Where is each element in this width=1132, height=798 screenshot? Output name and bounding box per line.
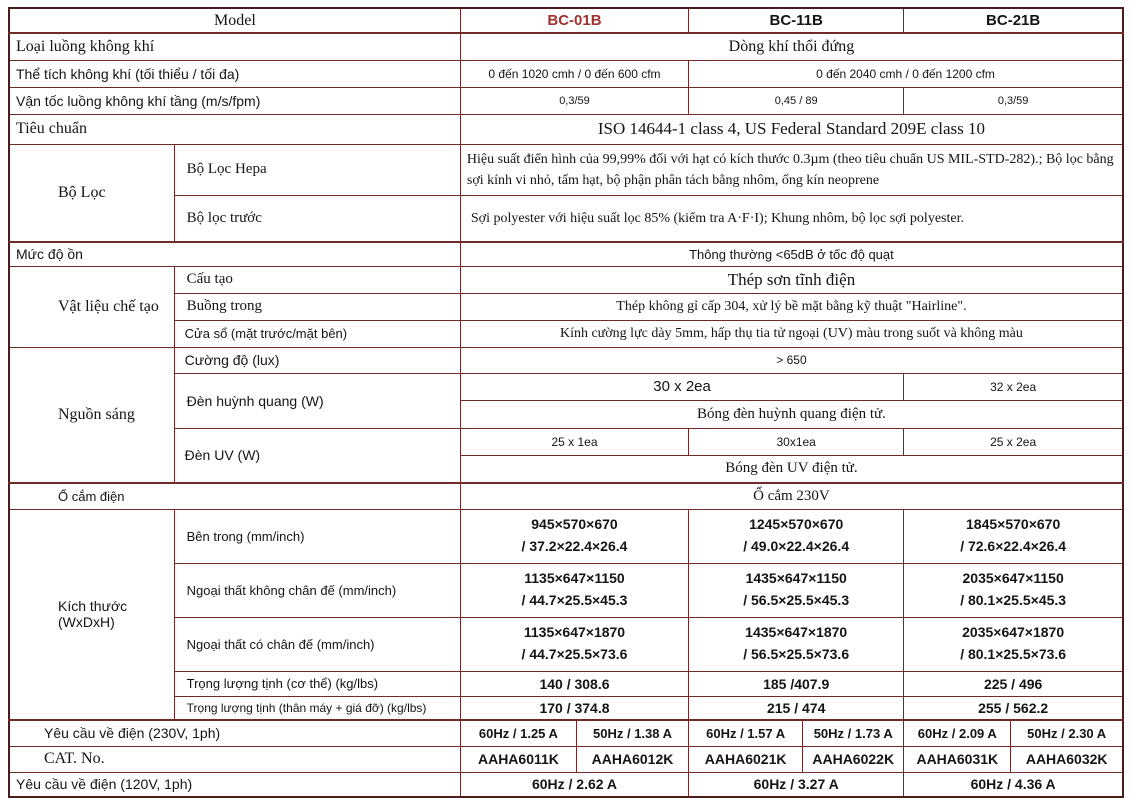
value-cat-bc21b-50hz: AAHA6032K xyxy=(1011,746,1123,772)
dim-line-inch: / 56.5×25.5×45.3 xyxy=(743,592,850,608)
value-ext-no-stand-bc01b xyxy=(460,563,688,617)
value-cat-bc11b-50hz: AAHA6022K xyxy=(803,746,904,772)
value-air-volume-bc11b-21b: 0 đến 2040 cmh / 0 đến 1200 cfm xyxy=(689,60,1123,87)
model-bc01b: BC-01B xyxy=(460,8,688,33)
row-uv xyxy=(9,428,1123,455)
dim-line-inch: / 44.7×25.5×45.3 xyxy=(521,592,628,608)
value-uv-note: Bóng đèn UV điện tử. xyxy=(460,455,1123,483)
value-ext-stand-bc11b xyxy=(689,617,904,671)
label-standard: Tiêu chuẩn xyxy=(9,114,460,144)
dim-line-mm: 945×570×670 xyxy=(531,516,618,533)
dim-line-inch: / 44.7×25.5×73.6 xyxy=(521,646,628,662)
row-air-volume xyxy=(9,60,1123,87)
value-power230-bc21b-60hz: 60Hz / 2.09 A xyxy=(904,720,1011,746)
value-air-volume-bc01b: 0 đến 1020 cmh / 0 đến 600 cfm xyxy=(460,60,688,87)
label-outlet: Ổ cắm điện xyxy=(9,483,460,509)
value-cat-bc21b-60hz: AAHA6031K xyxy=(904,746,1011,772)
value-ext-no-stand-bc21b xyxy=(904,563,1123,617)
dim-line-mm: 1845×570×670 xyxy=(966,516,1061,533)
dim-line-mm: 1435×647×1150 xyxy=(745,570,847,587)
value-structure: Thép sơn tĩnh điện xyxy=(460,266,1123,293)
dim-line-mm: 1245×570×670 xyxy=(749,516,844,533)
label-power-230v: Yêu cầu về điện (230V, 1ph) xyxy=(9,720,460,746)
label-power-120v: Yêu cầu về điện (120V, 1ph) xyxy=(9,772,460,797)
group-filter: Bộ Lọc xyxy=(9,144,174,242)
row-power-120v xyxy=(9,772,1123,797)
label-dim-inner: Bên trong (mm/inch) xyxy=(174,509,460,563)
value-standard: ISO 14644-1 class 4, US Federal Standard 209E class 10 xyxy=(460,114,1123,144)
value-window: Kính cường lực dày 5mm, hấp thụ tia tử ngoại (UV) màu trong suốt và không màu xyxy=(460,320,1123,347)
label-uv: Đèn UV (W) xyxy=(174,428,460,483)
row-net-weight-stand xyxy=(9,696,1123,720)
value-net-weight-stand-bc21b: 255 / 562.2 xyxy=(904,696,1123,720)
value-ext-stand-bc01b xyxy=(460,617,688,671)
value-ext-stand-bc21b xyxy=(904,617,1123,671)
row-power-230v xyxy=(9,720,1123,746)
dim-line-inch: / 56.5×25.5×73.6 xyxy=(743,646,850,662)
value-uv-bc11b: 30x1ea xyxy=(689,428,904,455)
row-dim-ext-stand xyxy=(9,617,1123,671)
dim-line-mm: 1435×647×1870 xyxy=(745,624,848,641)
model-header-label: Model xyxy=(9,8,460,33)
row-outlet xyxy=(9,483,1123,509)
dim-line-inch: / 49.0×22.4×26.4 xyxy=(743,538,850,554)
row-net-weight xyxy=(9,671,1123,696)
value-power120-bc11b: 60Hz / 3.27 A xyxy=(689,772,904,797)
row-model xyxy=(9,8,1123,33)
label-net-weight: Trọng lượng tịnh (cơ thể) (kg/lbs) xyxy=(174,671,460,696)
label-noise: Mức độ ồn xyxy=(9,242,460,266)
value-power230-bc11b-50hz: 50Hz / 1.73 A xyxy=(803,720,904,746)
label-velocity: Vận tốc luồng không khí tầng (m/s/fpm) xyxy=(9,87,460,114)
value-chamber: Thép không gỉ cấp 304, xử lý bề mặt bằng kỹ thuật "Hairline". xyxy=(460,293,1123,320)
value-velocity-bc11b: 0,45 / 89 xyxy=(689,87,904,114)
spec-table xyxy=(8,7,1124,798)
value-power230-bc21b-50hz: 50Hz / 2.30 A xyxy=(1011,720,1123,746)
label-dim-ext-no-stand: Ngoại thất không chân đế (mm/inch) xyxy=(174,563,460,617)
group-light: Nguồn sáng xyxy=(9,347,174,483)
label-pre-filter: Bộ lọc trước xyxy=(174,195,460,242)
model-bc21b: BC-21B xyxy=(904,8,1123,33)
value-light-intensity: > 650 xyxy=(460,347,1123,373)
value-power230-bc11b-60hz: 60Hz / 1.57 A xyxy=(689,720,803,746)
value-uv-bc21b: 25 x 2ea xyxy=(904,428,1123,455)
dim-line-mm: 1135×647×1870 xyxy=(523,624,626,641)
dim-line-inch: / 80.1×25.5×45.3 xyxy=(960,592,1067,608)
label-air-volume: Thể tích không khí (tối thiểu / tối đa) xyxy=(9,60,460,87)
value-pre-filter: Sợi polyester với hiệu suất lọc 85% (kiểm tra A·F·I); Khung nhôm, bộ lọc sợi polyester. xyxy=(460,195,1123,242)
row-structure xyxy=(9,266,1123,293)
value-fluorescent-bc21b: 32 x 2ea xyxy=(904,373,1123,400)
label-structure: Cấu tạo xyxy=(174,266,460,293)
row-chamber xyxy=(9,293,1123,320)
value-airflow: Dòng khí thổi đứng xyxy=(460,33,1123,60)
value-net-weight-bc11b: 185 /407.9 xyxy=(689,671,904,696)
value-net-weight-stand-bc01b: 170 / 374.8 xyxy=(460,696,688,720)
value-cat-bc01b-60hz: AAHA6011K xyxy=(460,746,576,772)
row-standard xyxy=(9,114,1123,144)
value-power120-bc01b: 60Hz / 2.62 A xyxy=(460,772,688,797)
value-outlet: Ổ cắm 230V xyxy=(460,483,1123,509)
group-material: Vật liệu chế tạo xyxy=(9,266,174,347)
row-window xyxy=(9,320,1123,347)
value-velocity-bc01b: 0,3/59 xyxy=(460,87,688,114)
row-hepa-filter xyxy=(9,144,1123,195)
dim-line-mm: 2035×647×1870 xyxy=(962,624,1065,641)
value-velocity-bc21b: 0,3/59 xyxy=(904,87,1123,114)
dim-line-inch: / 80.1×25.5×73.6 xyxy=(960,646,1067,662)
dim-line-mm: 1135×647×1150 xyxy=(524,570,625,587)
row-light-intensity xyxy=(9,347,1123,373)
value-fluorescent-note: Bóng đèn huỳnh quang điện tử. xyxy=(460,400,1123,428)
label-light-intensity: Cường độ (lux) xyxy=(174,347,460,373)
row-airflow xyxy=(9,33,1123,60)
value-power230-bc01b-60hz: 60Hz / 1.25 A xyxy=(460,720,576,746)
label-cat-no: CAT. No. xyxy=(9,746,460,772)
value-ext-no-stand-bc11b xyxy=(689,563,904,617)
value-hepa-filter: Hiệu suất điển hình của 99,99% đối với hạt có kích thước 0.3µm (theo tiêu chuẩn US MIL-STD-282).; Bộ lọc bằng sợi kính vi nhỏ, tấm hạt, bộ phận phân tách bằng nhôm, ống kín neoprene xyxy=(460,144,1123,195)
dim-line-mm: 2035×647×1150 xyxy=(962,570,1064,587)
value-cat-bc01b-50hz: AAHA6012K xyxy=(576,746,688,772)
value-cat-bc11b-60hz: AAHA6021K xyxy=(689,746,803,772)
row-cat-no xyxy=(9,746,1123,772)
value-dim-inner-bc21b xyxy=(904,509,1123,563)
row-noise xyxy=(9,242,1123,266)
value-power120-bc21b: 60Hz / 4.36 A xyxy=(904,772,1123,797)
label-fluorescent: Đèn huỳnh quang (W) xyxy=(174,373,460,428)
value-noise: Thông thường <65dB ở tốc độ quạt xyxy=(460,242,1123,266)
label-dim-ext-stand: Ngoại thất có chân đế (mm/inch) xyxy=(174,617,460,671)
dim-line-inch: / 72.6×22.4×26.4 xyxy=(960,538,1067,554)
value-dim-inner-bc01b xyxy=(460,509,688,563)
row-pre-filter xyxy=(9,195,1123,242)
label-hepa-filter: Bộ Lọc Hepa xyxy=(174,144,460,195)
value-net-weight-stand-bc11b: 215 / 474 xyxy=(689,696,904,720)
row-dim-ext-no-stand xyxy=(9,563,1123,617)
row-velocity xyxy=(9,87,1123,114)
value-uv-bc01b: 25 x 1ea xyxy=(460,428,688,455)
label-chamber: Buồng trong xyxy=(174,293,460,320)
value-net-weight-bc01b: 140 / 308.6 xyxy=(460,671,688,696)
label-net-weight-stand: Trọng lượng tịnh (thân máy + giá đỡ) (kg/lbs) xyxy=(174,696,460,720)
label-airflow: Loại luồng không khí xyxy=(9,33,460,60)
group-dimensions: Kích thước (WxDxH) xyxy=(9,509,174,720)
value-power230-bc01b-50hz: 50Hz / 1.38 A xyxy=(576,720,688,746)
row-fluorescent xyxy=(9,373,1123,400)
row-dim-inner xyxy=(9,509,1123,563)
label-window: Cửa sổ (mặt trước/mặt bên) xyxy=(174,320,460,347)
value-dim-inner-bc11b xyxy=(689,509,904,563)
model-bc11b: BC-11B xyxy=(689,8,904,33)
value-fluorescent-bc01b-11b: 30 x 2ea xyxy=(460,373,903,400)
dim-line-inch: / 37.2×22.4×26.4 xyxy=(521,538,628,554)
value-net-weight-bc21b: 225 / 496 xyxy=(904,671,1123,696)
